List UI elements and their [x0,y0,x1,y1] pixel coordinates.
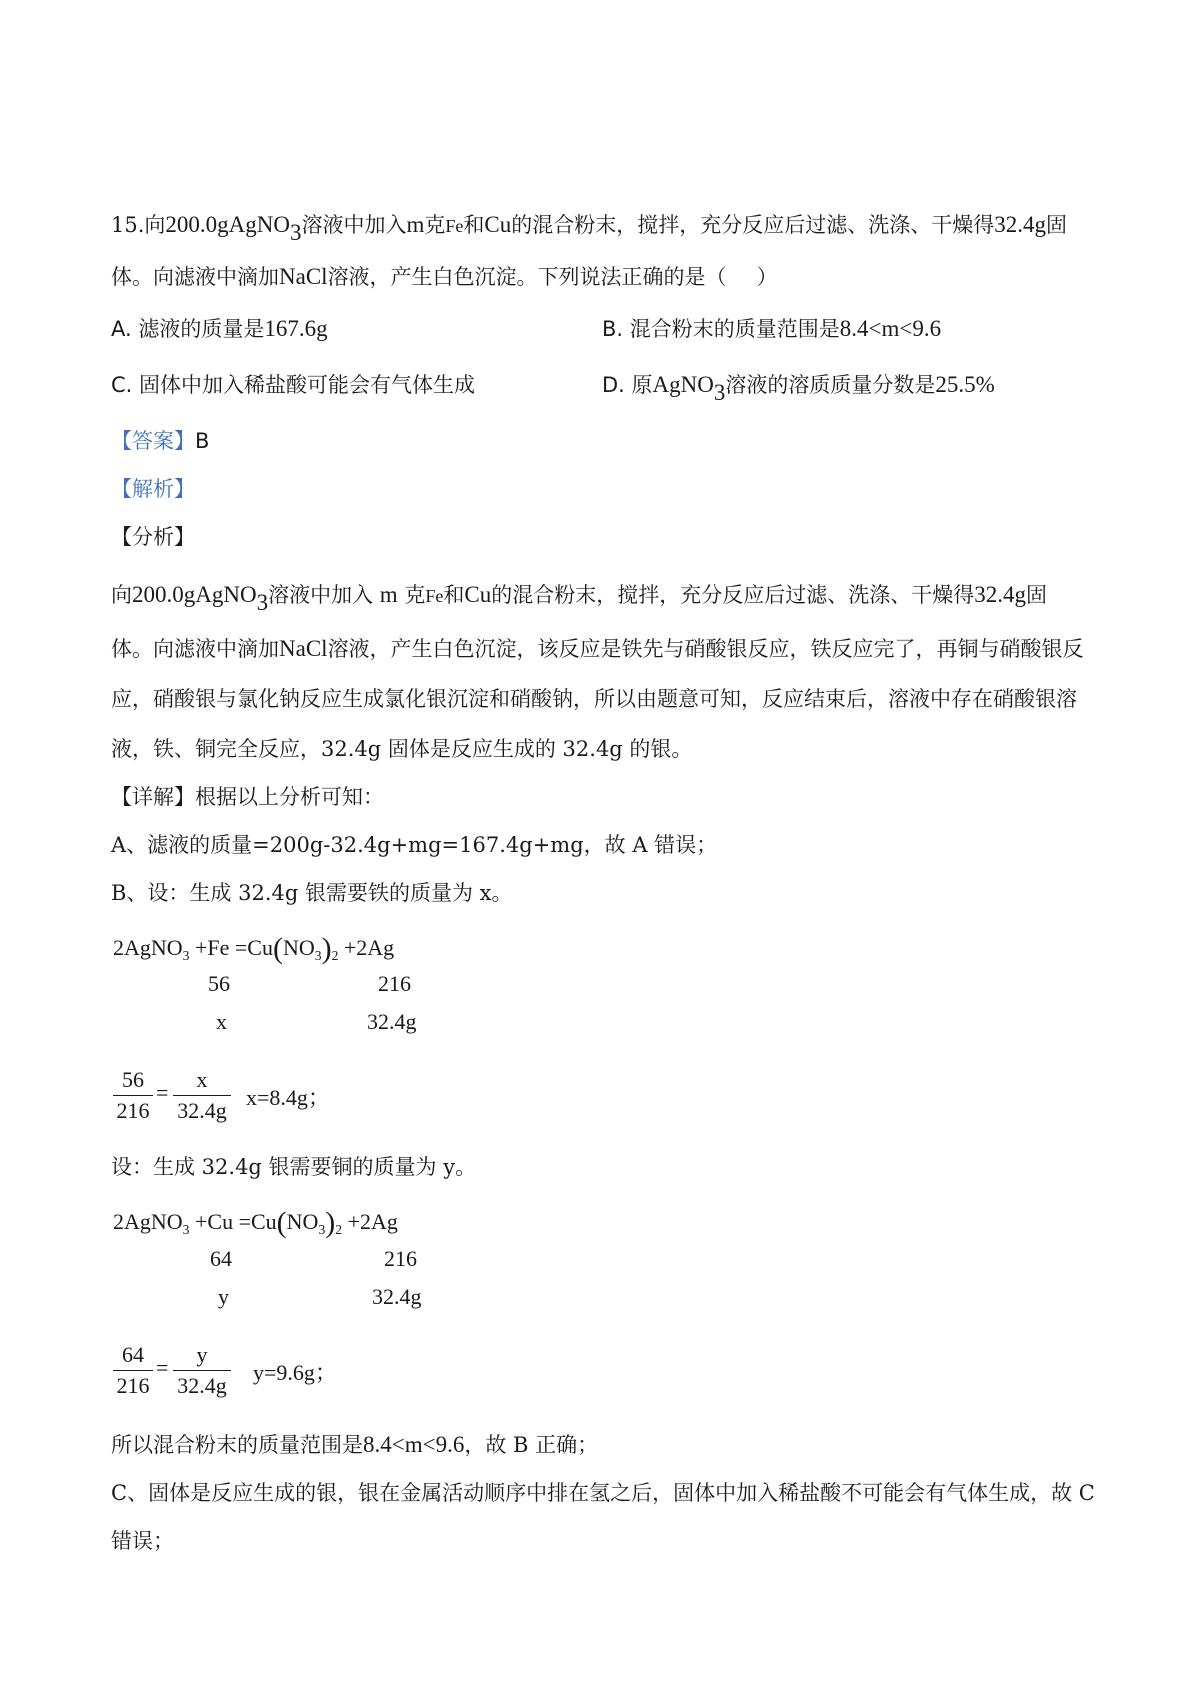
option-text: 混合粉末的质量范围是 [629,317,840,341]
text: 体。向滤液中滴加 [111,637,279,661]
text: 溶液中加入 [268,583,380,607]
element-fe: Fe [425,586,444,606]
equals-sign: = [156,1080,169,1105]
option-label: B. [602,317,624,341]
formula-agno3: AgNO [228,212,290,237]
element-fe: Fe [445,216,464,236]
option-text: 滤液的质量是 [138,317,265,341]
option-text: 固体中加入稀盐酸可能会有气体生成 [139,373,476,397]
text: 固 [1045,213,1067,237]
numerator: x [196,1067,208,1092]
subscript: 3 [256,590,269,616]
option-c[interactable] [111,370,475,400]
fenxi-line-1 [111,580,1047,616]
question-line-1 [111,210,1067,246]
text: 和 [443,583,465,607]
ag-mass: 32.4g [367,1009,417,1034]
answer-line [111,426,209,456]
numerator: 64 [122,1342,144,1367]
fenxi-line-2 [111,634,1084,664]
paren: ( [272,932,283,965]
option-a[interactable] [111,314,328,344]
element-cu: Cu [464,582,492,607]
result-y: y=9.6g； [253,1360,337,1385]
detail-c-line-2: 错误； [111,1529,174,1553]
value: 32.4g [974,582,1026,607]
question-number: 15. [111,213,145,237]
detail-a-line: A、滤液的质量=200g-32.4g+mg=167.4g+mg，故 A 错误； [111,833,718,857]
option-label: A. [111,317,132,341]
option-text: 溶液的溶质质量分数是 [725,373,936,397]
fenxi-tag: 【分析】 [111,525,195,549]
text: 溶液，产生白色沉淀。下列说法正确的是（ [327,265,727,289]
nitrate: NO [282,935,315,960]
molar-mass-cu: 64 [210,1246,232,1271]
molar-mass-ag: 216 [384,1246,417,1271]
option-value: 167.6g [264,316,328,341]
text: ） [756,265,778,289]
fraction-right [173,1340,231,1401]
text: 向 [144,213,166,237]
fraction-right [173,1065,231,1126]
text: 溶液，产生白色沉淀，该反应是铁先与硝酸银反应，铁反应完了，再铜与硝酸银反 [327,637,1084,661]
equals-sign: = [156,1355,169,1380]
equation-fe [113,932,395,965]
variable-m: m [379,582,398,607]
text: 和 [463,213,485,237]
detail-c-line-1: C、固体是反应生成的银，银在金属活动顺序中排在氢之后，固体中加入稀盐酸不可能会有气体生成，故 C [111,1481,1095,1505]
fraction-left [113,1065,153,1126]
subscript: 2 [335,1221,343,1237]
equation-cu [113,1206,398,1239]
denominator: 32.4g [177,1098,227,1123]
text: 克 [424,213,446,237]
text: 根据以上分析可知： [195,785,384,809]
option-label: C. [111,373,133,397]
text: 克 [397,583,426,607]
paren: ) [321,932,332,965]
product: +2Ag [338,935,395,960]
subscript: 2 [331,947,339,963]
product: +2Ag [342,1209,398,1234]
analysis-tag: 【解析】 [111,477,195,501]
text: 溶液中加入 [301,213,407,237]
text: 所以混合粉末的质量范围是 [111,1433,363,1457]
subscript: 3 [182,947,190,963]
answer-value: B [195,429,210,453]
value: 200.0g [132,582,196,607]
solid-mass: 32.4g [994,212,1046,237]
subscript: 3 [182,1221,190,1237]
molar-mass-ag: 216 [378,971,411,996]
reactant: +Fe =Cu [189,935,273,960]
molar-mass-fe: 56 [208,971,230,996]
unknown-y: y [218,1284,229,1309]
reactant: 2AgNO [113,935,183,960]
result-x: x=8.4g； [246,1085,330,1110]
detail-y-line: 设：生成 32.4g 银需要铜的质量为 y。 [111,1155,477,1179]
detail-range-line [111,1430,598,1460]
formula-agno3: AgNO [195,582,257,607]
silver-nitrate-solution-mass: 200.0g [165,212,229,237]
ag-mass: 32.4g [372,1284,422,1309]
detail-tag: 【详解】 [111,785,195,809]
text: 体。向滤液中滴加 [111,265,279,289]
text: 的混合粉末，搅拌，充分反应后过滤、洗涤、干燥得 [511,213,995,237]
denominator: 216 [116,1373,150,1398]
unknown-x: x [216,1009,227,1034]
subscript: 3 [290,220,302,246]
formula-agno3: AgNO [652,372,714,397]
option-value: 25.5% [935,372,995,397]
text: 向 [111,583,132,607]
text: 固 [1025,583,1047,607]
formula-nacl: NaCl [279,264,328,289]
formula-nacl: NaCl [279,636,328,661]
variable-m: m [406,212,425,237]
reactant: 2AgNO [113,1209,183,1234]
option-value: 8.4<m<9.6 [839,316,942,341]
denominator: 32.4g [177,1373,227,1398]
option-d[interactable] [602,370,995,406]
text: ，故 B 正确； [464,1433,599,1457]
subscript: 3 [318,1221,326,1237]
option-b[interactable] [602,314,941,344]
detail-b-line: B、设：生成 32.4g 银需要铁的质量为 x。 [111,881,513,905]
option-text: 原 [631,373,653,397]
paren: ) [325,1206,336,1239]
subscript: 3 [713,380,726,406]
answer-tag: 【答案】 [111,429,195,453]
option-label: D. [602,373,625,397]
paren: ( [276,1206,287,1239]
detail-line [111,782,384,812]
fenxi-line-4: 液，铁、铜完全反应，32.4g 固体是反应生成的 32.4g 的银。 [111,737,693,761]
nitrate: NO [286,1209,319,1234]
denominator: 216 [116,1098,150,1123]
numerator: 56 [122,1067,144,1092]
text: 的混合粉末，搅拌，充分反应后过滤、洗涤、干燥得 [491,583,975,607]
subscript: 3 [314,947,322,963]
question-line-2 [111,262,778,292]
fenxi-line-3: 应，硝酸银与氯化钠反应生成氯化银沉淀和硝酸钠，所以由题意可知，反应结束后，溶液中存在硝酸银溶 [111,687,1077,711]
mass-range: 8.4<m<9.6 [363,1432,465,1457]
numerator: y [196,1342,208,1367]
reactant: +Cu =Cu [189,1209,277,1234]
fraction-left [113,1340,153,1401]
element-cu: Cu [484,212,512,237]
